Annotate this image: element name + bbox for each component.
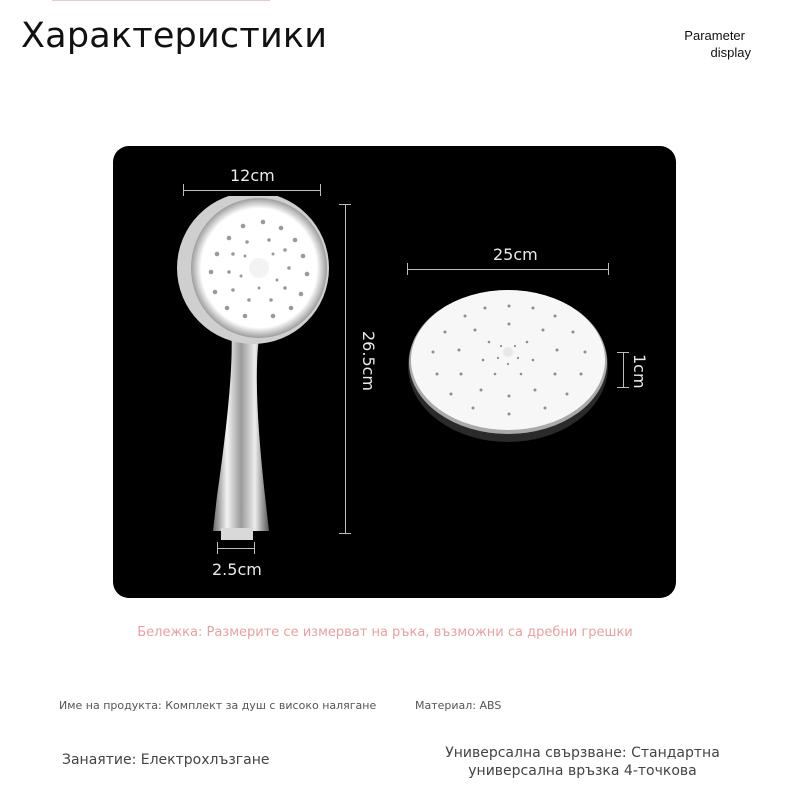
parameter-display-label xyxy=(684,27,751,61)
spec-craft: Занаятие: Електрохлъзгане xyxy=(62,752,270,768)
spec-connection xyxy=(420,744,745,780)
spec-material: Материал: ABS xyxy=(415,699,502,712)
spec-product-name: Име на продукта: Комплект за душ с високо налягане xyxy=(59,699,377,712)
handheld-height-label: 26.5cm xyxy=(359,331,378,392)
diameter-tick-right xyxy=(608,263,609,275)
product-dimensions-image xyxy=(113,146,676,598)
measurement-note: Бележка: Размерите се измерват на ръка, възможни са дребни грешки xyxy=(137,625,633,640)
thickness-tick-top xyxy=(617,352,629,353)
connector-width-line xyxy=(217,548,255,549)
top-divider xyxy=(52,0,270,1)
width-tick-right xyxy=(320,184,321,196)
connector-tick-right xyxy=(254,542,255,554)
spec-connection-line2: универсална връзка 4-точкова xyxy=(468,763,697,779)
overhead-thickness-line xyxy=(623,352,624,388)
overhead-diameter-line xyxy=(407,269,609,270)
parameter-label-line2: display xyxy=(710,45,751,60)
thickness-tick-bottom xyxy=(617,387,629,388)
connector-tick-left xyxy=(217,542,218,554)
handheld-width-label: 12cm xyxy=(230,166,275,185)
parameter-label-line1: Parameter xyxy=(684,28,745,43)
page-title: Характеристики xyxy=(21,16,328,56)
overhead-thickness-label: 1cm xyxy=(630,354,649,389)
handheld-width-line xyxy=(183,190,321,191)
height-tick-top xyxy=(339,204,351,205)
handheld-shower-head-image xyxy=(173,196,343,546)
width-tick-left xyxy=(183,184,184,196)
height-tick-bottom xyxy=(339,533,351,534)
spec-connection-line1: Универсална свързване: Стандартна xyxy=(445,745,720,761)
handheld-height-line xyxy=(345,204,346,534)
connector-width-label: 2.5cm xyxy=(212,560,262,579)
overhead-diameter-label: 25cm xyxy=(493,245,538,264)
overhead-shower-head-image xyxy=(405,286,615,446)
diameter-tick-left xyxy=(407,263,408,275)
